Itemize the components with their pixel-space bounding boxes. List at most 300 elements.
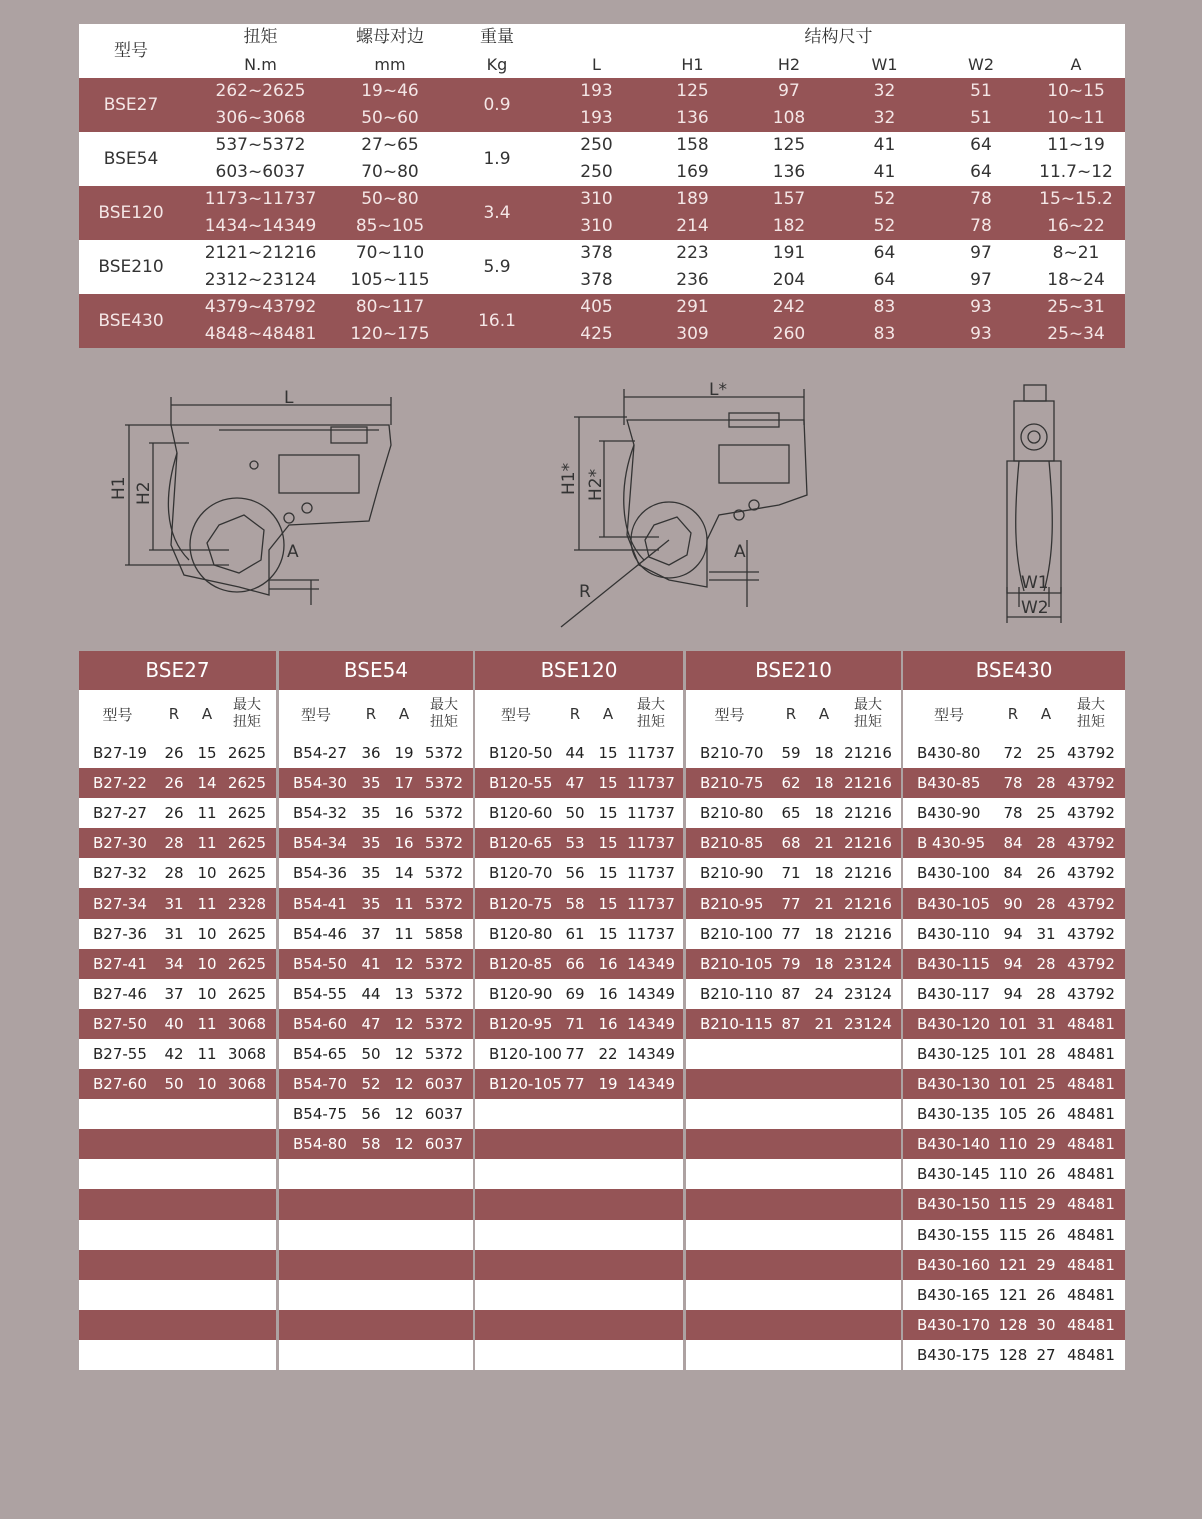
model-R: 47 xyxy=(565,774,585,793)
model-row xyxy=(279,1340,473,1370)
spec-L: 250 xyxy=(552,159,641,186)
subheader-model: 型号 xyxy=(933,705,964,724)
model-code: B430-90 xyxy=(917,804,981,823)
spec-H2: 204 xyxy=(744,267,834,294)
model-code: B210-70 xyxy=(700,744,764,763)
model-R: 26 xyxy=(164,774,184,793)
model-row xyxy=(903,949,1125,979)
spec-torque: 1173~11737 xyxy=(183,186,338,213)
model-R: 121 xyxy=(998,1255,1028,1274)
model-A: 29 xyxy=(1036,1255,1056,1274)
model-A: 18 xyxy=(814,864,834,883)
model-A: 28 xyxy=(1036,894,1056,913)
model-R: 53 xyxy=(565,834,585,853)
spec-A: 8~21 xyxy=(1027,240,1125,267)
spec-L: 193 xyxy=(552,78,641,105)
model-code: B210-110 xyxy=(700,984,773,1003)
subheader-max-line2: 扭矩 xyxy=(1077,714,1105,730)
model-R: 77 xyxy=(781,894,801,913)
model-code: B430-80 xyxy=(917,744,981,763)
model-R: 36 xyxy=(361,744,381,763)
model-row xyxy=(903,1189,1125,1219)
model-max-torque: 48481 xyxy=(1067,1285,1115,1304)
model-subheader xyxy=(79,690,276,738)
model-row xyxy=(686,1159,901,1189)
model-code: B 430-95 xyxy=(917,834,986,853)
spec-A: 25~34 xyxy=(1027,321,1125,348)
subheader-max-torque xyxy=(419,697,469,731)
spec-model: BSE120 xyxy=(79,186,183,240)
subheader-A: A xyxy=(602,705,614,723)
model-A: 12 xyxy=(394,1135,414,1154)
model-max-torque: 11737 xyxy=(627,774,675,793)
model-R: 56 xyxy=(565,864,585,883)
model-row xyxy=(475,1099,683,1129)
model-row xyxy=(475,1159,683,1189)
model-max-torque: 5372 xyxy=(424,1014,464,1033)
spec-A: 11~19 xyxy=(1027,132,1125,159)
spec-nut: 70~80 xyxy=(338,159,442,186)
model-row xyxy=(686,1310,901,1340)
model-tables xyxy=(79,651,1125,1369)
model-max-torque: 2625 xyxy=(227,954,267,973)
model-row xyxy=(903,828,1125,858)
model-code: B430-85 xyxy=(917,774,981,793)
spec-L: 310 xyxy=(552,213,641,240)
subheader-model: 型号 xyxy=(300,705,331,724)
model-max-torque: 23124 xyxy=(844,984,892,1003)
model-R: 59 xyxy=(781,744,801,763)
model-code: B430-160 xyxy=(917,1255,990,1274)
model-column-bse430 xyxy=(903,651,1125,1370)
model-max-torque: 48481 xyxy=(1067,1075,1115,1094)
model-max-torque: 5372 xyxy=(424,954,464,973)
model-subheader xyxy=(903,690,1125,738)
spec-model: BSE430 xyxy=(79,294,183,348)
model-code: B120-75 xyxy=(489,894,553,913)
label-L-star: L* xyxy=(709,380,727,400)
model-column-bse210 xyxy=(686,651,901,1370)
model-A: 31 xyxy=(1036,924,1056,943)
spec-W2: 78 xyxy=(935,186,1027,213)
spec-nut: 19~46 xyxy=(338,78,442,105)
spec-W2: 97 xyxy=(935,267,1027,294)
spec-weight: 5.9 xyxy=(442,240,552,294)
model-row xyxy=(903,1099,1125,1129)
model-max-torque: 48481 xyxy=(1067,1014,1115,1033)
subheader-A: A xyxy=(398,705,410,723)
spec-W1: 32 xyxy=(834,78,935,105)
model-code: B27-60 xyxy=(93,1075,147,1094)
model-R: 28 xyxy=(164,834,184,853)
model-code: B54-41 xyxy=(293,894,347,913)
model-code: B27-50 xyxy=(93,1014,147,1033)
subheader-max-line2: 扭矩 xyxy=(854,714,882,730)
model-row xyxy=(79,798,276,828)
model-A: 26 xyxy=(1036,1225,1056,1244)
model-A: 26 xyxy=(1036,1285,1056,1304)
model-R: 68 xyxy=(781,834,801,853)
spec-header-row-2 xyxy=(79,51,1125,78)
model-column-bse54 xyxy=(279,651,473,1370)
model-row xyxy=(686,1009,901,1039)
model-R: 72 xyxy=(1003,744,1023,763)
model-A: 10 xyxy=(197,954,217,973)
model-max-torque: 23124 xyxy=(844,954,892,973)
label-L: L xyxy=(284,388,294,408)
model-code: B54-50 xyxy=(293,954,347,973)
side-view-drawing-2 xyxy=(561,389,807,627)
model-column-bse120 xyxy=(475,651,683,1370)
model-row xyxy=(475,828,683,858)
model-R: 84 xyxy=(1003,834,1023,853)
model-R: 94 xyxy=(1003,954,1023,973)
spec-H1: 125 xyxy=(641,78,744,105)
model-code: B54-70 xyxy=(293,1075,347,1094)
model-code: B120-55 xyxy=(489,774,553,793)
model-max-torque: 2625 xyxy=(227,744,267,763)
header-W1: W1 xyxy=(834,51,935,78)
model-row xyxy=(475,1220,683,1250)
model-column-bse27 xyxy=(79,651,276,1370)
model-A: 10 xyxy=(197,984,217,1003)
model-R: 40 xyxy=(164,1014,184,1033)
model-max-torque: 21216 xyxy=(844,744,892,763)
spec-A: 16~22 xyxy=(1027,213,1125,240)
model-row xyxy=(279,1099,473,1129)
model-max-torque: 43792 xyxy=(1067,774,1115,793)
model-max-torque: 11737 xyxy=(627,924,675,943)
model-code: B27-30 xyxy=(93,834,147,853)
label-H2: H2 xyxy=(134,481,154,505)
model-row xyxy=(79,1129,276,1159)
model-row xyxy=(279,768,473,798)
spec-nut: 120~175 xyxy=(338,321,442,348)
spec-row xyxy=(79,240,1125,267)
model-row xyxy=(686,1069,901,1099)
spec-row xyxy=(79,132,1125,159)
model-max-torque: 5372 xyxy=(424,984,464,1003)
model-row xyxy=(79,858,276,888)
model-R: 50 xyxy=(565,804,585,823)
model-row xyxy=(903,1129,1125,1159)
spec-H1: 291 xyxy=(641,294,744,321)
model-R: 128 xyxy=(998,1345,1028,1364)
label-H1: H1 xyxy=(109,476,129,500)
model-max-torque: 43792 xyxy=(1067,744,1115,763)
model-row xyxy=(79,1250,276,1280)
model-row xyxy=(475,1189,683,1219)
spec-W1: 83 xyxy=(834,294,935,321)
model-A: 15 xyxy=(598,774,618,793)
spec-table xyxy=(79,24,1125,348)
model-max-torque: 48481 xyxy=(1067,1255,1115,1274)
spec-model: BSE27 xyxy=(79,78,183,132)
model-subheader xyxy=(475,690,683,738)
model-code: B210-75 xyxy=(700,774,764,793)
spec-H1: 189 xyxy=(641,186,744,213)
header-H1: H1 xyxy=(641,51,744,78)
model-R: 44 xyxy=(361,984,381,1003)
model-code: B430-100 xyxy=(917,864,990,883)
model-code: B430-117 xyxy=(917,984,990,1003)
model-group-title: BSE27 xyxy=(79,651,276,690)
model-max-torque: 14349 xyxy=(627,984,675,1003)
model-row xyxy=(279,888,473,918)
model-A: 22 xyxy=(598,1044,618,1063)
model-row xyxy=(279,949,473,979)
model-R: 37 xyxy=(361,924,381,943)
model-R: 87 xyxy=(781,984,801,1003)
model-R: 47 xyxy=(361,1014,381,1033)
model-A: 28 xyxy=(1036,774,1056,793)
model-code: B430-105 xyxy=(917,894,990,913)
model-code: B210-100 xyxy=(700,924,773,943)
model-R: 35 xyxy=(361,804,381,823)
model-max-torque: 43792 xyxy=(1067,924,1115,943)
model-code: B210-105 xyxy=(700,954,773,973)
subheader-max-line1: 最大 xyxy=(233,697,261,713)
subheader-max-line1: 最大 xyxy=(430,697,458,713)
model-row xyxy=(279,1189,473,1219)
model-row xyxy=(686,1039,901,1069)
subheader-max-line1: 最大 xyxy=(854,697,882,713)
model-row xyxy=(686,1129,901,1159)
model-max-torque: 43792 xyxy=(1067,894,1115,913)
model-code: B430-125 xyxy=(917,1044,990,1063)
model-row xyxy=(475,949,683,979)
model-row xyxy=(475,1129,683,1159)
model-code: B54-60 xyxy=(293,1014,347,1033)
model-code: B430-165 xyxy=(917,1285,990,1304)
model-R: 65 xyxy=(781,804,801,823)
model-A: 29 xyxy=(1036,1195,1056,1214)
model-max-torque: 5372 xyxy=(424,834,464,853)
model-max-torque: 5372 xyxy=(424,744,464,763)
model-A: 11 xyxy=(197,894,217,913)
model-max-torque: 5372 xyxy=(424,774,464,793)
model-A: 12 xyxy=(394,1075,414,1094)
model-R: 31 xyxy=(164,894,184,913)
model-max-torque: 48481 xyxy=(1067,1315,1115,1334)
model-A: 21 xyxy=(814,1014,834,1033)
model-A: 15 xyxy=(598,804,618,823)
model-row xyxy=(279,1310,473,1340)
model-R: 78 xyxy=(1003,804,1023,823)
model-R: 90 xyxy=(1003,894,1023,913)
model-R: 77 xyxy=(565,1075,585,1094)
model-A: 16 xyxy=(598,1014,618,1033)
spec-A: 18~24 xyxy=(1027,267,1125,294)
model-A: 26 xyxy=(1036,1165,1056,1184)
spec-H2: 182 xyxy=(744,213,834,240)
model-code: B54-27 xyxy=(293,744,347,763)
model-row xyxy=(79,949,276,979)
model-R: 26 xyxy=(164,744,184,763)
spec-nut: 70~110 xyxy=(338,240,442,267)
model-code: B430-140 xyxy=(917,1135,990,1154)
model-R: 71 xyxy=(565,1014,585,1033)
model-row xyxy=(686,1189,901,1219)
model-R: 61 xyxy=(565,924,585,943)
model-code: B210-90 xyxy=(700,864,764,883)
spec-torque: 2312~23124 xyxy=(183,267,338,294)
model-R: 105 xyxy=(998,1105,1028,1124)
model-code: B54-30 xyxy=(293,774,347,793)
model-row xyxy=(279,1069,473,1099)
model-max-torque: 48481 xyxy=(1067,1165,1115,1184)
spec-row xyxy=(79,159,1125,186)
model-code: B27-32 xyxy=(93,864,147,883)
subheader-max-line2: 扭矩 xyxy=(233,714,261,730)
header-model: 型号 xyxy=(79,24,183,78)
model-row xyxy=(686,979,901,1009)
header-W2: W2 xyxy=(935,51,1027,78)
model-row xyxy=(79,919,276,949)
model-row xyxy=(279,1009,473,1039)
subheader-model: 型号 xyxy=(714,705,745,724)
header-torque: 扭矩 xyxy=(183,24,338,51)
model-A: 21 xyxy=(814,834,834,853)
model-code: B430-130 xyxy=(917,1075,990,1094)
model-row xyxy=(279,1250,473,1280)
model-code: B210-115 xyxy=(700,1014,773,1033)
model-row xyxy=(686,828,901,858)
model-code: B430-110 xyxy=(917,924,990,943)
model-A: 15 xyxy=(197,744,217,763)
model-row xyxy=(79,1310,276,1340)
model-max-torque: 5372 xyxy=(424,1044,464,1063)
model-row xyxy=(79,738,276,768)
model-R: 35 xyxy=(361,834,381,853)
model-max-torque: 48481 xyxy=(1067,1195,1115,1214)
subheader-A: A xyxy=(201,705,213,723)
spec-L: 378 xyxy=(552,240,641,267)
model-A: 11 xyxy=(197,1014,217,1033)
model-max-torque: 11737 xyxy=(627,864,675,883)
model-row xyxy=(686,1280,901,1310)
model-code: B27-19 xyxy=(93,744,147,763)
model-code: B430-115 xyxy=(917,954,990,973)
spec-row xyxy=(79,186,1125,213)
model-A: 29 xyxy=(1036,1135,1056,1154)
model-A: 27 xyxy=(1036,1345,1056,1364)
model-A: 25 xyxy=(1036,744,1056,763)
spec-H2: 125 xyxy=(744,132,834,159)
model-R: 77 xyxy=(781,924,801,943)
model-row xyxy=(279,1220,473,1250)
model-max-torque: 21216 xyxy=(844,834,892,853)
model-max-torque: 2625 xyxy=(227,984,267,1003)
model-row xyxy=(279,828,473,858)
model-A: 12 xyxy=(394,1014,414,1033)
model-R: 34 xyxy=(164,954,184,973)
model-max-torque: 11737 xyxy=(627,804,675,823)
spec-H1: 214 xyxy=(641,213,744,240)
model-row xyxy=(475,738,683,768)
model-code: B54-34 xyxy=(293,834,347,853)
spec-H2: 242 xyxy=(744,294,834,321)
model-R: 50 xyxy=(361,1044,381,1063)
model-A: 13 xyxy=(394,984,414,1003)
model-R: 62 xyxy=(781,774,801,793)
model-R: 52 xyxy=(361,1075,381,1094)
model-row xyxy=(475,919,683,949)
model-row xyxy=(903,858,1125,888)
model-row xyxy=(79,1340,276,1370)
model-A: 15 xyxy=(598,924,618,943)
model-row xyxy=(686,738,901,768)
spec-H1: 136 xyxy=(641,105,744,132)
model-R: 84 xyxy=(1003,864,1023,883)
model-code: B27-22 xyxy=(93,774,147,793)
spec-H2: 97 xyxy=(744,78,834,105)
model-row xyxy=(79,1099,276,1129)
model-row xyxy=(475,888,683,918)
model-code: B430-150 xyxy=(917,1195,990,1214)
spec-weight: 3.4 xyxy=(442,186,552,240)
label-H1-star: H1* xyxy=(559,462,579,495)
model-max-torque: 21216 xyxy=(844,774,892,793)
model-A: 26 xyxy=(1036,1105,1056,1124)
model-R: 115 xyxy=(998,1225,1028,1244)
model-row xyxy=(903,1220,1125,1250)
model-max-torque: 43792 xyxy=(1067,804,1115,823)
model-A: 14 xyxy=(394,864,414,883)
model-code: B120-90 xyxy=(489,984,553,1003)
subheader-max-line2: 扭矩 xyxy=(637,714,665,730)
model-max-torque: 43792 xyxy=(1067,864,1115,883)
spec-weight: 0.9 xyxy=(442,78,552,132)
model-row xyxy=(903,1039,1125,1069)
model-A: 10 xyxy=(197,1075,217,1094)
spec-W2: 64 xyxy=(935,159,1027,186)
technical-drawings xyxy=(79,375,1125,635)
model-row xyxy=(279,798,473,828)
model-A: 10 xyxy=(197,864,217,883)
spec-A: 25~31 xyxy=(1027,294,1125,321)
model-R: 128 xyxy=(998,1315,1028,1334)
spec-torque: 603~6037 xyxy=(183,159,338,186)
spec-H2: 191 xyxy=(744,240,834,267)
model-R: 41 xyxy=(361,954,381,973)
model-R: 44 xyxy=(565,744,585,763)
model-R: 110 xyxy=(998,1165,1028,1184)
model-code: B27-46 xyxy=(93,984,147,1003)
model-code: B430-170 xyxy=(917,1315,990,1334)
subheader-R: R xyxy=(1007,705,1019,723)
model-max-torque: 43792 xyxy=(1067,834,1115,853)
model-A: 21 xyxy=(814,894,834,913)
model-code: B120-50 xyxy=(489,744,553,763)
model-subheader xyxy=(279,690,473,738)
model-max-torque: 11737 xyxy=(627,744,675,763)
spec-row xyxy=(79,78,1125,105)
label-A-2: A xyxy=(734,542,746,562)
spec-W2: 78 xyxy=(935,213,1027,240)
model-row xyxy=(475,1310,683,1340)
model-A: 11 xyxy=(197,834,217,853)
model-A: 15 xyxy=(598,864,618,883)
model-code: B27-27 xyxy=(93,804,147,823)
model-row xyxy=(686,919,901,949)
model-A: 15 xyxy=(598,744,618,763)
model-A: 19 xyxy=(394,744,414,763)
model-row xyxy=(279,858,473,888)
model-row xyxy=(686,949,901,979)
spec-row xyxy=(79,105,1125,132)
model-row xyxy=(903,1009,1125,1039)
